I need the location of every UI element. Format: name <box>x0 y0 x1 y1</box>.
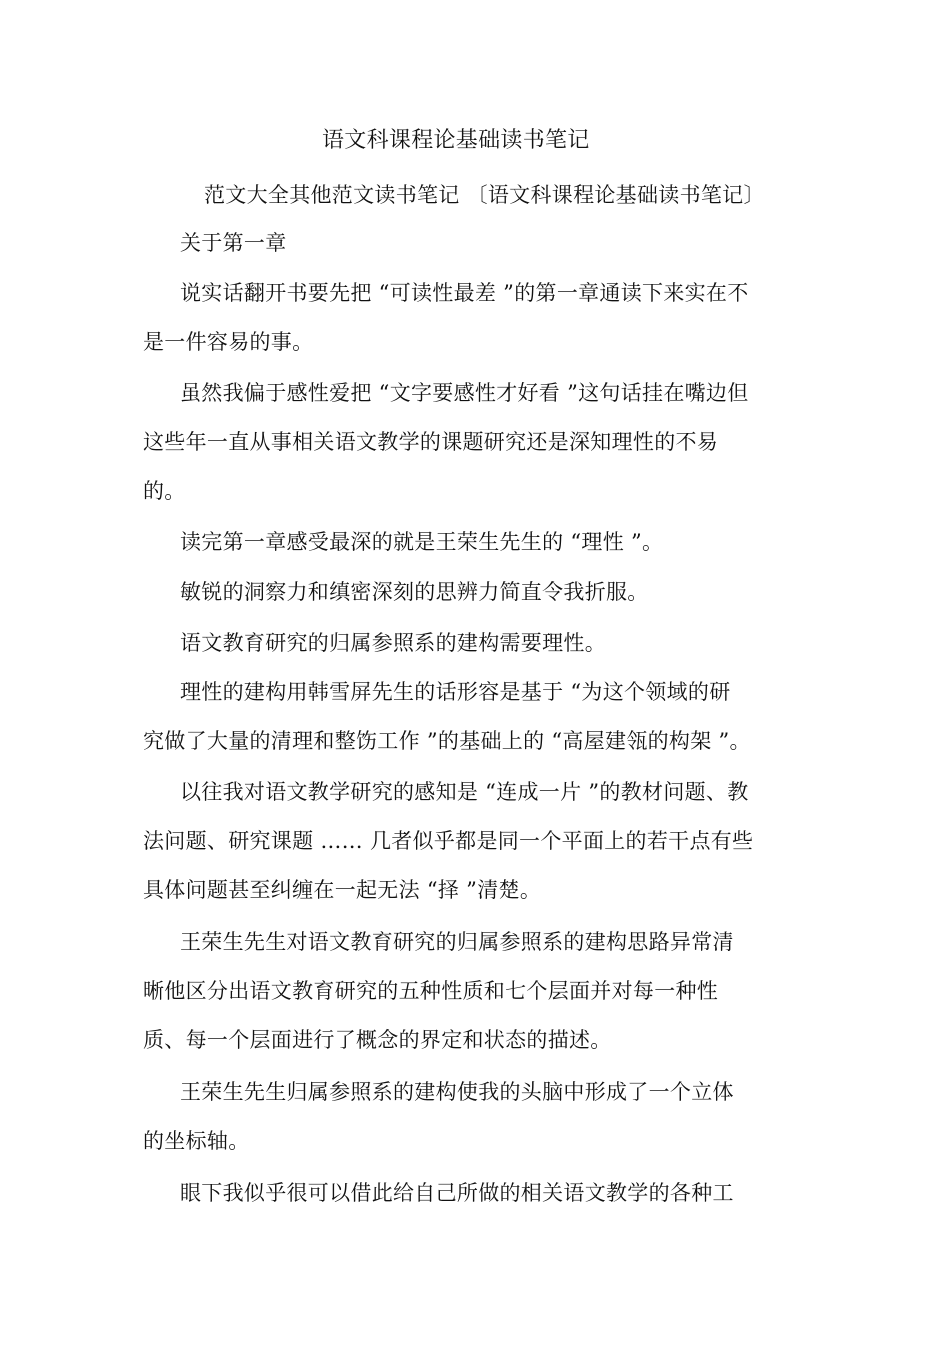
paragraph-line: 说实话翻开书要先把 “可读性最差 ”的第一章通读下来实在不 <box>180 281 749 305</box>
document-subtitle: 范文大全其他范文读书笔记 〔语文科课程论基础读书笔记〕 <box>204 183 765 207</box>
paragraph-line: 读完第一章感受最深的就是王荣生先生的 “理性 ”。 <box>180 530 664 554</box>
paragraph-line: 的。 <box>143 479 186 503</box>
paragraph-line: 王荣生先生归属参照系的建构使我的头脑中形成了一个立体 <box>180 1080 734 1104</box>
paragraph-line: 眼下我似乎很可以借此给自己所做的相关语文教学的各种工 <box>180 1181 734 1205</box>
paragraph-line: 以往我对语文教学研究的感知是 “连成一片 ”的教材问题、教 <box>180 780 749 804</box>
paragraph-line: 理性的建构用韩雪屏先生的话形容是基于 “为这个领域的研 <box>180 680 731 704</box>
document-title: 语文科课程论基础读书笔记 <box>322 128 590 153</box>
paragraph-line: 的坐标轴。 <box>143 1129 250 1153</box>
paragraph-line: 究做了大量的清理和整饬工作 ”的基础上的 “高屋建瓴的构架 ”。 <box>143 729 751 753</box>
paragraph-line: 语文教育研究的归属参照系的建构需要理性。 <box>180 631 606 655</box>
paragraph-line: 具体问题甚至纠缠在一起无法 “择 ”清楚。 <box>143 878 542 902</box>
paragraph-line: 虽然我偏于感性爱把 “文字要感性才好看 ”这句话挂在嘴边但 <box>180 381 749 405</box>
paragraph-line: 质、每一个层面进行了概念的界定和状态的描述。 <box>143 1028 612 1052</box>
paragraph-line: 是一件容易的事。 <box>143 330 314 354</box>
paragraph-line: 敏锐的洞察力和缜密深刻的思辨力简直令我折服。 <box>180 580 649 604</box>
paragraph-line: 关于第一章 <box>180 231 287 255</box>
paragraph-line: 法问题、研究课题 …… 几者似乎都是同一个平面上的若干点有些 <box>143 829 754 853</box>
paragraph-line: 王荣生先生对语文教育研究的归属参照系的建构思路异常清 <box>180 930 734 954</box>
paragraph-line: 晰他区分出语文教育研究的五种性质和七个层面并对每一种性 <box>143 979 719 1003</box>
paragraph-line: 这些年一直从事相关语文教学的课题研究还是深知理性的不易 <box>143 430 719 454</box>
